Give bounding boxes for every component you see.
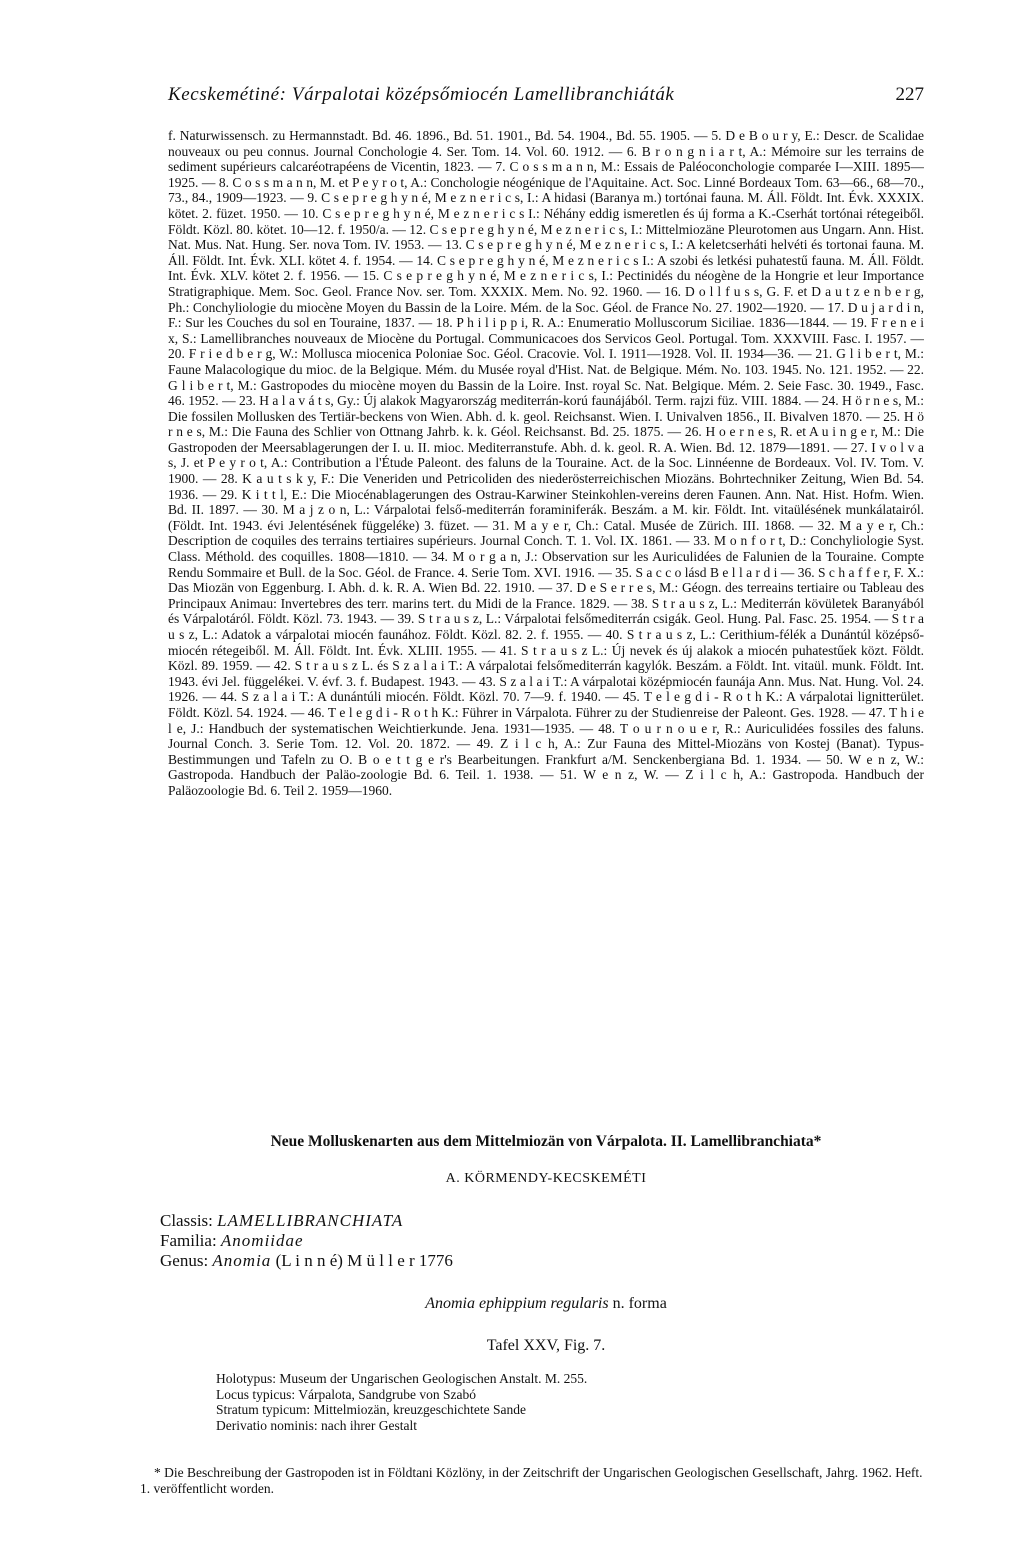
footnote: * Die Beschreibung der Gastropoden ist in Földtani Közlöny, in der Zeitschrift der Ungarischen Geologischen Gesellschaft, Jahrg. 1962. Heft. 1. veröffentlicht worden. — [140, 1465, 923, 1497]
species-suffix: n. forma — [612, 1295, 667, 1312]
page-number: 227 — [895, 84, 924, 105]
typus-block — [216, 1371, 924, 1433]
familia-value: Anomiidae — [220, 1231, 304, 1250]
taxon-classis — [160, 1211, 924, 1231]
familia-label: Familia: — [160, 1231, 217, 1250]
genus-label: Genus: — [160, 1251, 209, 1270]
article-title: Neue Molluskenarten aus dem Mittelmiozän von Várpalota. II. Lamellibranchiata* — [270, 1133, 822, 1150]
typus-derivatio: Derivatio nominis: nach ihrer Gestalt — [216, 1417, 417, 1433]
typus-stratum: Stratum typicum: Mittelmiozän, kreuzgeschichtete Sande — [216, 1402, 527, 1418]
taxon-familia — [160, 1231, 924, 1251]
species-name: Anomia ephippium regularis — [425, 1295, 609, 1312]
references-section — [168, 128, 924, 1083]
article-author: A. KÖRMENDY-KECSKEMÉTI — [445, 1171, 647, 1186]
genus-author: (L i n n é) M ü l l e r 1776 — [275, 1251, 453, 1270]
species-heading — [168, 1295, 924, 1313]
classis-value: LAMELLIBRANCHIATA — [217, 1211, 404, 1230]
typus-holotypus: Holotypus: Museum der Ungarischen Geologischen Anstalt. M. 255. — [216, 1371, 588, 1386]
paper-page — [140, 84, 924, 1497]
taxonomy-block — [160, 1211, 924, 1271]
genus-value: Anomia — [212, 1251, 272, 1270]
page-header — [168, 84, 924, 128]
references-text: f. Naturwissensch. zu Hermannstadt. Bd. 46. 1896., Bd. 51. 1901., Bd. 54. 1904., Bd. 55. 1905. — 5. D e B o u r y, E.: Descr. de Scalidae nouveaux ou peu connus. Journal Conchologie 4. Ser. Tom. 14. Vol. 60. 1912. — 6. B r o n g n i a r t, A.: Mémoire sur les terrains de sediment supérieurs calcaréotrapéens de Vicentin, 1823. — 7. C o s s m a n n, M.: Essais de Paléoconchologie comparée I—XIII. 1895—1925. — 8. C o s s m a n n, M. et P e y r o t, A.: Conchologie néogénique de l'Aquitaine. Act. Soc. Linné Bordeaux Tom. 63—66., 68—70., 73., 84., 1909—1923. — 9. C s e p r e g h y n é, M e z n e r i c s, I.: A hidasi (Baranya m.) tortónai fauna. M. Áll. Földt. Int. Évk. XXXIX. kötet. 2. füzet. 1950. — 10. C s e p r e g h y n é, M e z n e r i c s I.: Néhány eddig ismeretlen és új forma a K.-Cserhát tortónai rétegeiből. Földt. Közl. 80. kötet. 10—12. f. 1950/a. — 12. C s e p r e g h y n é, M e z n e r i c s, I.: Mittelmiozäne Pleurotomen aus Ungarn. Ann. Hist. Nat. Mus. Nat. Hung. Ser. nova Tom. IV. 1953. — 13. C s e p r e g h y n é, M e z n e r i c s, I.: A keletcserháti helvéti és tortonai fauna. M. Áll. Földt. Int. Évk. XLI. kötet 4. f. 1954. — 14. C s e p r e g h y n é, M e z n e r i c s I.: A szobi és letkési puhatestű fauna. M. Áll. Földt. Int. Évk. XLV. kötet 2. f. 1956. — 15. C s e p r e g h y n é, M e z n e r i c s, I.: Pectinidés du néogène de la Hongrie et leur Importance Stratigraphique. Mem. Soc. Geol. France Nov. ser. Tom. XXXIX. Mem. No. 92. 1960. — 16. D o l l f u s s, G. F. et D a u t z e n b e r g, Ph.: Conchyliologie du miocène Moyen du Bassin de la Loire. Mém. de la Soc. Géol. de France No. 27. 1902—1920. — 17. D u j a r d i n, F.: Sur les Couches du sol en Touraine, 1837. — 18. P h i l i p p i, R. A.: Enumeratio Molluscorum Siciliae. 1836—1844. — 19. F r e n e i x, S.: Lamellibranches nouveaux de Miocène du Portugal. Communicacoes dos Servicos Geol. Portugal. Tom. XXXVIII. Fasc. I. 1957. — 20. F r i e d b e r g, W.: Mollusca miocenica Poloniae Soc. Géol. Cracovie. Vol. I. 1911—1928. Vol. II. 1934—36. — 21. G l i b e r t, M.: Faune Malacologique du mioc. de la Belgique. Mém. du Musée royal d'Hist. Nat. de Belgique. Mém. No. 103. 1945. No. 121. 1952. — 22. G l i b e r t, M.: Gastropodes du miocène moyen du Bassin de la Loire. Inst. royal Sc. Nat. Belgique. Mém. 2. Seie Fasc. 30. 1949., Fasc. 46. 1952. — 23. H a l a v á t s, Gy.: Új alakok Magyarország mediterrán-korú faunájából. Term. rajzi füz. VIII. 1884. — 24. H ö r n e s, M.: Die fossilen Mollusken des Tertiär-beckens von Wien. Abh. d. k. geol. Reichsanst. Wien. I. Univalven 1856., II. Bivalven 1870. — 25. H ö r n e s, M.: Die Fauna des Schlier von Ottnang Jahrb. k. k. Géol. Reichsanst. Bd. 25. 1875. — 26. H o e r n e s, R. et A u i n g e r, M.: Die Gastropoden der Meersablagerungen der I. u. II. mioc. Mediterranstufe. Abh. d. k. geol. R. A. Wien. Bd. 12. 1879—1891. — 27. I v o l v a s, J. et P e y r o t, A.: Contribution a l'Étude Paleont. des faluns de la Touraine. Act. de la Soc. Linnéenne de Bordeaux. Vol. IV. Tom. V. 1900. — 28. K a u t s k y, F.: Die Veneriden und Petricoliden des niederösterreichischen Miozäns. Bohrtechniker Zeitung, Wien Bd. 54. 1936. — 29. K i t t l, E.: Die Miocénablagerungen des Ostrau-Karwiner Steinkohlen-vereins deren Faunen. Ann. Nat. Hist. Hofm. Wien. Bd. II. 1897. — 30. M a j z o n, L.: Várpalotai felső-mediterrán foraminiferák. Beszám. a M. kir. Földt. Int. vitaülésének munkálatairól. (Földt. Int. 1943. évi Jelentésének függeléke) 3. füzet. — 31. M a y e r, Ch.: Catal. Musée de Zürich. III. 1868. — 32. M a y e r, Ch.: Description de coquiles des terrains tertiaires supérieurs. Journal Conch. T. 1. Vol. IX. 1861. — 33. M o n f o r t, D.: Conchyliologie Syst. Class. Méthold. des coquilles. 1808—1810. — 34. M o r g a n, J.: Observation sur les Auriculidées de Falunien de la Touraine. Compte Rendu Sommaire et Bull. de la Soc. Géol. de France. 4. Serie Tom. XVI. 1916. — 35. S a c c o lásd B e l l a r d i — 36. S c h a f f e r, F. X.: Das Miozän von Eggenburg. I. Abh. d. k. R. A. Wien Bd. 22. 1910. — 37. D e S e r r e s, M.: Géogn. des terreains tertiaire ou Tableau des Principaux Animau: Invertebres des terr. marins tert. du Midi de la France. 1829. — 38. S t r a u s z, L.: Mediterrán kövületek Baranyából és Várpalotáról. Földt. Közl. 73. 1943. — 39. S t r a u s z, L.: Várpalotai felsőmediterrán csigák. Geol. Hung. Pal. Fasc. 25. 1954. — S t r a u s z, L.: Adatok a várpalotai miocén faunához. Földt. Közl. 82. 2. f. 1955. — 40. S t r a u s z, L.: Cerithium-félék a Dunántúl középső-miocén rétegeiből. M. Áll. Földt. Int. Évk. XLIII. 1955. — 41. S t r a u s z L.: Új nevek és új alakok a miocén puhatestűek közt. Földt. Közl. 89. 1959. — 42. S t r a u s z L. és S z a l a i T.: A várpalotai felsőmediterrán kagylók. Beszám. a Földt. Int. vitaül. munk. Földt. Int. 1943. évi Jel. függelékei. V. évf. 3. f. Budapest. 1943. — 43. S z a l a i T.: A várpalotai középmiocén faunája Ann. Mus. Nat. Hung. Vol. 24. 1926. — 44. S z a l a i T.: A dunántúli miocén. Földt. Közl. 70. 7—9. f. 1940. — 45. T e l e g d i - R o t h K.: A várpalotai lignitterület. Földt. Közl. 54. 1924. — 46. T e l e g d i - R o t h K.: Führer in Várpalota. Führer zu der Studienreise der Paleont. Ges. 1928. — 47. T h i e l e, J.: Handbuch der systematischen Weichtierkunde. Jena. 1931—1935. — 48. T o u r n o u e r, R.: Auriculidées fossiles des faluns. Journal Conch. 3. Serie Tom. 12. Vol. 20. 1872. — 49. Z i l c h, A.: Zur Fauna des Mittel-Miozäns von Kostej (Banat). Typus-Bestimmungen und Tafeln zu O. B o e t t g e r's Bearbeitungen. Frankfurt a/M. Senckenbergiana Bd. 1. 1934. — 50. W e n z, W.: Gastropoda. Handbuch der Paläo-zoologie Bd. 6. Teil. 1. 1938. — 51. W e n z, W. — Z i l c h, A.: Gastropoda. Handbuch der Paläozoologie Bd. 6. Teil 2. 1959—1960. — [168, 128, 924, 798]
typus-locus: Locus typicus: Várpalota, Sandgrube von Szabó — [216, 1386, 476, 1402]
classis-label: Classis: — [160, 1211, 213, 1230]
running-head: Kecskemétiné: Várpalotai középsőmiocén Lamellibranchiáták — [168, 84, 675, 105]
taxon-genus — [160, 1251, 924, 1271]
plate-reference: Tafel XXV, Fig. 7. — [486, 1337, 606, 1354]
